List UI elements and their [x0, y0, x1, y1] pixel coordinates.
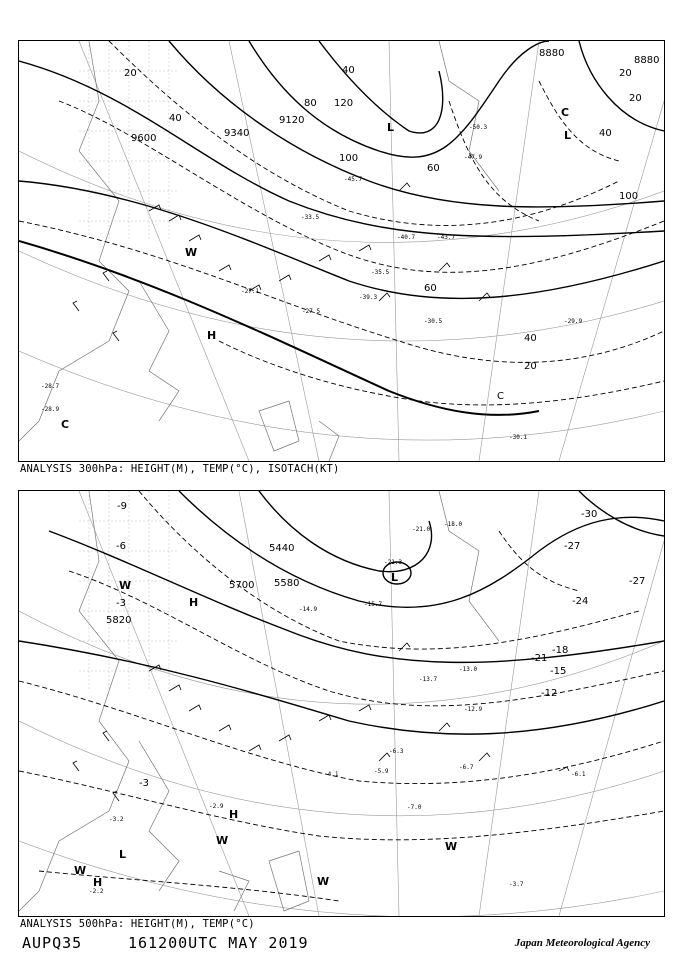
height-label-5700: 5700 — [229, 580, 255, 591]
isotach-label: 40 — [524, 333, 537, 344]
isotach-label: 60 — [427, 163, 440, 174]
height-label-5440: 5440 — [269, 543, 295, 554]
station-temp: -12.9 — [464, 706, 483, 713]
station-temp: -4.1 — [324, 771, 339, 778]
station-temp: -6.3 — [389, 748, 404, 755]
station-temp: -30.1 — [509, 434, 528, 441]
isotach-label: 40 — [169, 113, 182, 124]
station-temp: -43.7 — [437, 234, 456, 241]
height-label-8880-east: 8880 — [634, 55, 660, 66]
isotachs — [19, 41, 664, 405]
high-center: H — [207, 329, 217, 342]
station-temp: -27.1 — [241, 288, 260, 295]
isotach-label: 40 — [342, 65, 355, 76]
isotherm-label: -18 — [552, 645, 569, 656]
map-300hpa-canvas — [19, 41, 664, 461]
graticule — [19, 491, 664, 916]
height-label-5820: 5820 — [106, 615, 132, 626]
warm-center: W — [74, 864, 87, 877]
caption-500hpa: ANALYSIS 500hPa: HEIGHT(M), TEMP(°C) — [20, 918, 255, 930]
isotherms — [19, 491, 664, 901]
agency-name: Japan Meteorological Agency — [514, 937, 650, 949]
isotach-label: 120 — [334, 98, 354, 109]
station-temp: -5.9 — [374, 768, 389, 775]
high-center: H — [189, 596, 199, 609]
low-center: L — [119, 848, 127, 861]
caption-300hpa: ANALYSIS 300hPa: HEIGHT(M), TEMP(°C), ISOTACH(KT) — [20, 463, 340, 475]
station-temp: -47.9 — [464, 154, 483, 161]
station-temp: -30.5 — [424, 318, 443, 325]
station-temp: -29.9 — [564, 318, 583, 325]
low-center: L — [387, 121, 395, 134]
warm-center: W — [216, 834, 229, 847]
station-temp: -45.7 — [344, 176, 363, 183]
station-temp: -27.5 — [302, 308, 321, 315]
warm-center: W — [317, 875, 330, 888]
isotherm-label: -3 — [139, 778, 149, 789]
warm-center: W — [185, 246, 198, 259]
station-temp: -13.0 — [459, 666, 478, 673]
station-temp: -3.2 — [109, 816, 124, 823]
station-temp: -21.0 — [412, 526, 431, 533]
high-center: H — [93, 876, 103, 889]
low-center: L — [564, 129, 572, 142]
map-500hpa — [18, 490, 665, 917]
isotherm-label: -30 — [581, 509, 598, 520]
map-500hpa-canvas — [19, 491, 664, 916]
isotach-label: 100 — [339, 153, 359, 164]
height-label-9340: 9340 — [224, 128, 250, 139]
station-temp: -28.7 — [41, 383, 60, 390]
height-label-8880: 8880 — [539, 48, 565, 59]
isotherm-label: -3 — [116, 598, 126, 609]
station-temp: -13.7 — [419, 676, 438, 683]
high-center: H — [229, 808, 239, 821]
station-temp: -33.5 — [301, 214, 320, 221]
height-label-5580: 5580 — [274, 578, 300, 589]
isotherm-label: -6 — [116, 541, 126, 552]
station-temp: -21.3 — [384, 559, 403, 566]
isotach-label: 100 — [619, 191, 639, 202]
station-temp: -39.3 — [359, 294, 378, 301]
station-temp: -50.3 — [469, 124, 488, 131]
isotherm-label: -9 — [117, 501, 127, 512]
height-label-9120: 9120 — [279, 115, 305, 126]
isotach-label-c: C — [497, 391, 504, 402]
isotach-label: 20 — [524, 361, 537, 372]
station-temp: -2.2 — [89, 888, 104, 895]
station-temp: -40.7 — [397, 234, 416, 241]
cold-center: C — [561, 106, 570, 119]
isotherm-label: -24 — [572, 596, 589, 607]
station-temp: -18.0 — [444, 521, 463, 528]
station-temp: -6.7 — [459, 764, 474, 771]
isotach-label: 60 — [424, 283, 437, 294]
station-temp: -35.5 — [371, 269, 390, 276]
low-center: L — [391, 571, 399, 584]
station-temp: -15.7 — [364, 601, 383, 608]
height-label-9600: 9600 — [131, 133, 157, 144]
warm-center: W — [445, 840, 458, 853]
isotherm-label: -21 — [531, 653, 548, 664]
isotach-label: 20 — [629, 93, 642, 104]
height-contours — [19, 41, 664, 298]
isotach-label: 20 — [619, 68, 632, 79]
isotach-label: 20 — [124, 68, 137, 79]
station-temp: -14.9 — [299, 606, 318, 613]
analysis-datetime: 161200UTC MAY 2019 — [128, 934, 309, 952]
isotherm-label: -15 — [550, 666, 567, 677]
isotherm-label: -12 — [541, 688, 558, 699]
jet-axis — [19, 241, 539, 415]
map-300hpa — [18, 40, 665, 462]
isotherm-label: -27 — [564, 541, 581, 552]
station-temp: -3.7 — [509, 881, 524, 888]
isotherm-label: -27 — [629, 576, 646, 587]
coastlines — [19, 41, 499, 461]
isotach-label: 80 — [304, 98, 317, 109]
warm-center: W — [119, 579, 132, 592]
station-temp: -7.0 — [407, 804, 422, 811]
height-contours — [19, 491, 664, 734]
isotach-label: 40 — [599, 128, 612, 139]
cold-center: C — [61, 418, 70, 431]
station-temp: -2.9 — [209, 803, 224, 810]
station-temp: -6.1 — [571, 771, 586, 778]
station-temp: -28.9 — [41, 406, 60, 413]
product-id: AUPQ35 — [22, 934, 83, 952]
